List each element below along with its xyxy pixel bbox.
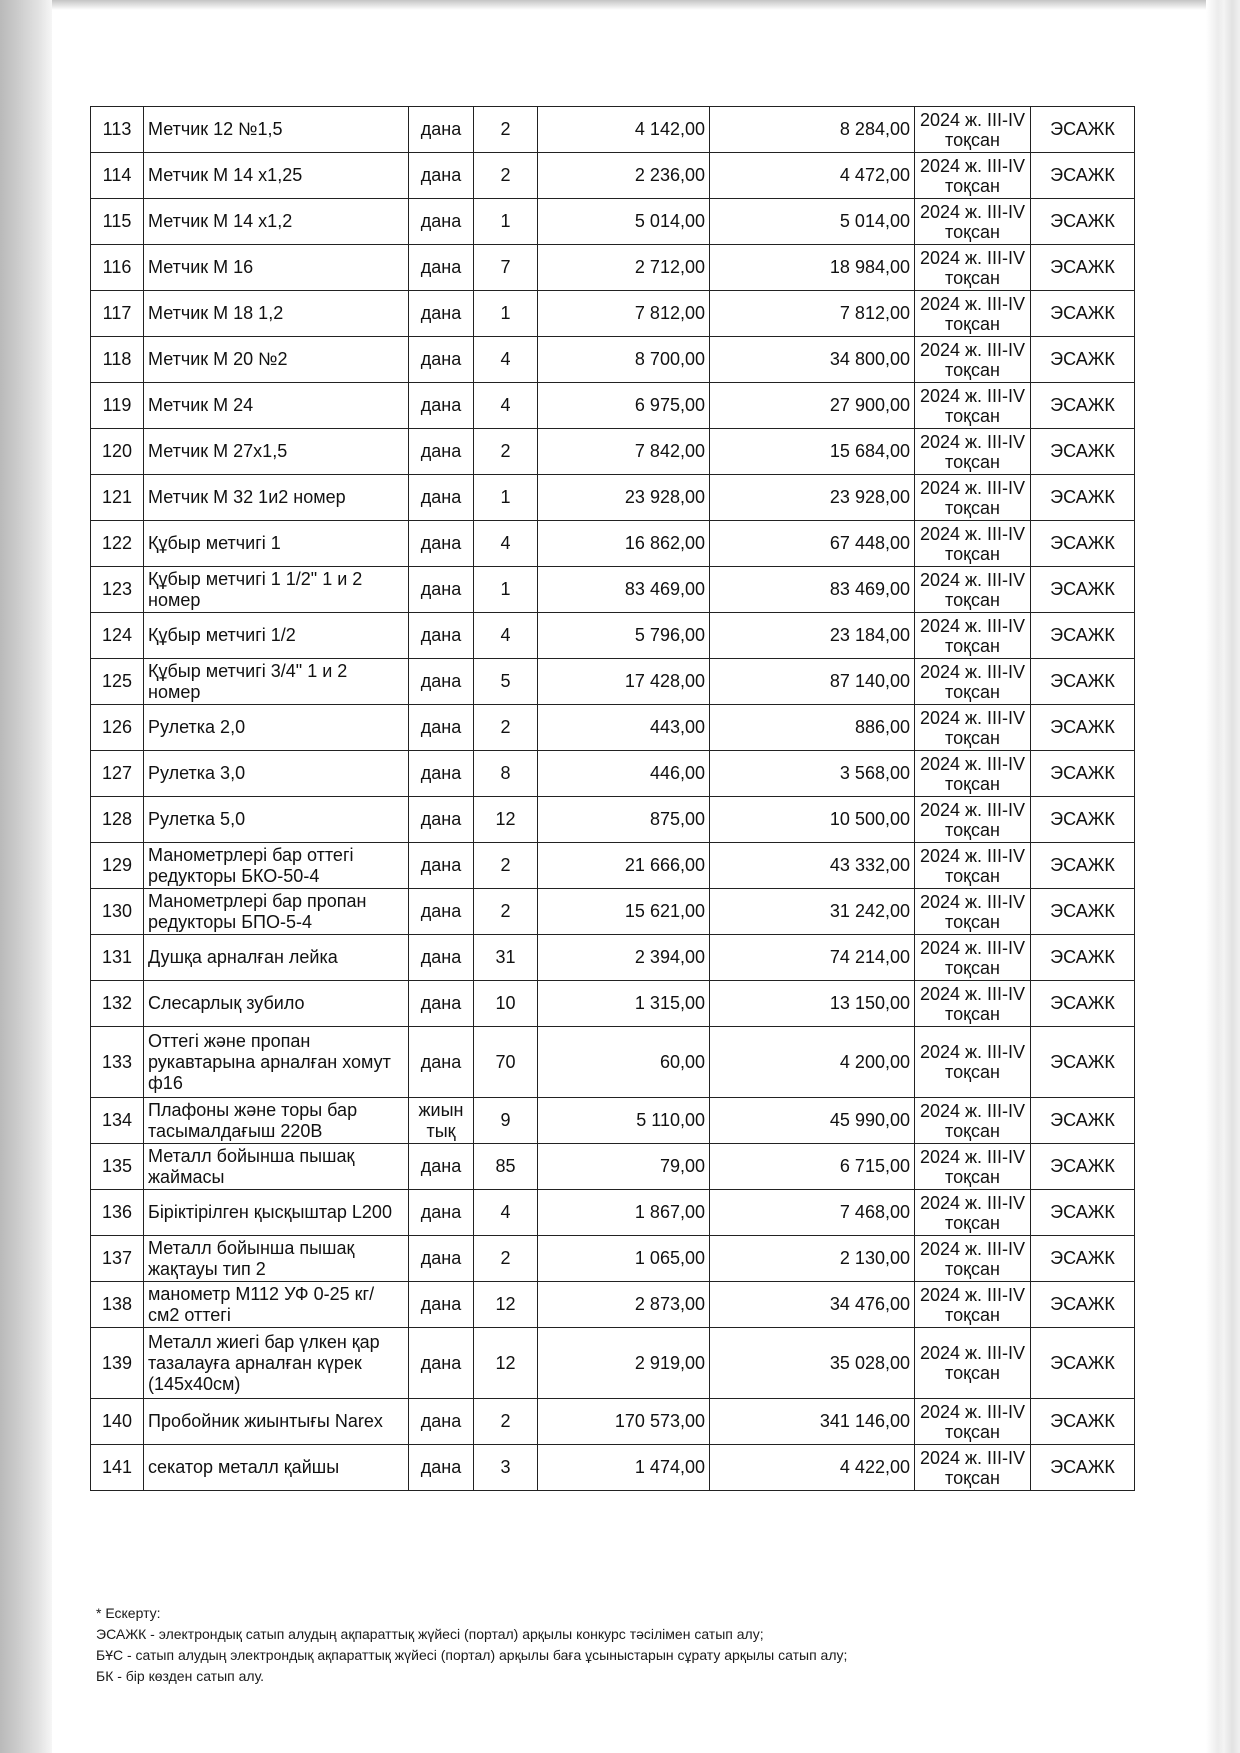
row-number: 135 (91, 1144, 144, 1190)
row-number: 125 (91, 659, 144, 705)
quantity: 4 (474, 383, 538, 429)
unit-price: 7 842,00 (538, 429, 710, 475)
row-number: 128 (91, 797, 144, 843)
table-row (91, 1144, 1135, 1190)
quantity: 9 (474, 1098, 538, 1144)
unit-price: 6 975,00 (538, 383, 710, 429)
total-amount: 2 130,00 (710, 1236, 915, 1282)
item-name: Метчик М 27х1,5 (144, 429, 409, 475)
table-row (91, 521, 1135, 567)
item-name: Рулетка 2,0 (144, 705, 409, 751)
table-row (91, 337, 1135, 383)
quantity: 2 (474, 705, 538, 751)
procurement-term: 2024 ж. III-IV тоқсан (915, 1144, 1031, 1190)
procurement-method: ЭСАЖК (1031, 429, 1135, 475)
item-name: Метчик 12 №1,5 (144, 107, 409, 153)
procurement-method: ЭСАЖК (1031, 475, 1135, 521)
item-name: Құбыр метчигі 1/2 (144, 613, 409, 659)
total-amount: 341 146,00 (710, 1399, 915, 1445)
procurement-term: 2024 ж. III-IV тоқсан (915, 567, 1031, 613)
unit: дана (409, 1027, 474, 1098)
procurement-method: ЭСАЖК (1031, 567, 1135, 613)
quantity: 7 (474, 245, 538, 291)
row-number: 139 (91, 1328, 144, 1399)
footnote (96, 1603, 1136, 1687)
item-name: Рулетка 5,0 (144, 797, 409, 843)
quantity: 10 (474, 981, 538, 1027)
procurement-term: 2024 ж. III-IV тоқсан (915, 245, 1031, 291)
unit: дана (409, 613, 474, 659)
row-number: 120 (91, 429, 144, 475)
procurement-term: 2024 ж. III-IV тоқсан (915, 429, 1031, 475)
quantity: 2 (474, 1236, 538, 1282)
unit: дана (409, 107, 474, 153)
quantity: 2 (474, 153, 538, 199)
total-amount: 27 900,00 (710, 383, 915, 429)
table-row (91, 1236, 1135, 1282)
table-row (91, 935, 1135, 981)
unit: дана (409, 1399, 474, 1445)
procurement-term: 2024 ж. III-IV тоқсан (915, 1027, 1031, 1098)
table-row (91, 245, 1135, 291)
scan-left-edge (0, 0, 52, 1753)
procurement-term: 2024 ж. III-IV тоқсан (915, 291, 1031, 337)
quantity: 12 (474, 1328, 538, 1399)
table-row (91, 1445, 1135, 1491)
row-number: 130 (91, 889, 144, 935)
quantity: 4 (474, 1190, 538, 1236)
unit: дана (409, 337, 474, 383)
unit: дана (409, 981, 474, 1027)
total-amount: 7 468,00 (710, 1190, 915, 1236)
unit-price: 1 867,00 (538, 1190, 710, 1236)
procurement-term: 2024 ж. III-IV тоқсан (915, 935, 1031, 981)
table-row (91, 889, 1135, 935)
total-amount: 4 422,00 (710, 1445, 915, 1491)
unit-price: 5 110,00 (538, 1098, 710, 1144)
unit: дана (409, 751, 474, 797)
procurement-term: 2024 ж. III-IV тоқсан (915, 475, 1031, 521)
row-number: 138 (91, 1282, 144, 1328)
table-row (91, 1098, 1135, 1144)
row-number: 123 (91, 567, 144, 613)
table-row (91, 153, 1135, 199)
quantity: 12 (474, 797, 538, 843)
unit-price: 2 873,00 (538, 1282, 710, 1328)
item-name: Манометрлері бар пропан редукторы БПО-5-4 (144, 889, 409, 935)
procurement-method: ЭСАЖК (1031, 1328, 1135, 1399)
quantity: 1 (474, 291, 538, 337)
procurement-term: 2024 ж. III-IV тоқсан (915, 153, 1031, 199)
row-number: 122 (91, 521, 144, 567)
row-number: 131 (91, 935, 144, 981)
item-name: Құбыр метчигі 1 1/2" 1 и 2 номер (144, 567, 409, 613)
row-number: 116 (91, 245, 144, 291)
table-row (91, 751, 1135, 797)
total-amount: 83 469,00 (710, 567, 915, 613)
item-name: Рулетка 3,0 (144, 751, 409, 797)
procurement-term: 2024 ж. III-IV тоқсан (915, 659, 1031, 705)
quantity: 2 (474, 889, 538, 935)
total-amount: 5 014,00 (710, 199, 915, 245)
unit: дана (409, 705, 474, 751)
row-number: 126 (91, 705, 144, 751)
procurement-method: ЭСАЖК (1031, 843, 1135, 889)
unit-price: 5 014,00 (538, 199, 710, 245)
unit: дана (409, 567, 474, 613)
procurement-method: ЭСАЖК (1031, 245, 1135, 291)
procurement-method: ЭСАЖК (1031, 1399, 1135, 1445)
procurement-method: ЭСАЖК (1031, 1190, 1135, 1236)
item-name: Металл жиегі бар үлкен қар тазалауға арналған күрек (145х40см) (144, 1328, 409, 1399)
quantity: 2 (474, 1399, 538, 1445)
total-amount: 43 332,00 (710, 843, 915, 889)
footnote-line: ЭСАЖК - электрондық сатып алудың ақпараттық жүйесі (портал) арқылы конкурс тәсілімен сатып алу; (96, 1626, 764, 1642)
unit-price: 4 142,00 (538, 107, 710, 153)
procurement-method: ЭСАЖК (1031, 1445, 1135, 1491)
item-name: секатор металл қайшы (144, 1445, 409, 1491)
procurement-term: 2024 ж. III-IV тоқсан (915, 705, 1031, 751)
total-amount: 34 476,00 (710, 1282, 915, 1328)
total-amount: 74 214,00 (710, 935, 915, 981)
unit: дана (409, 1190, 474, 1236)
procurement-term: 2024 ж. III-IV тоқсан (915, 889, 1031, 935)
unit-price: 15 621,00 (538, 889, 710, 935)
table-row (91, 1328, 1135, 1399)
item-name: Металл бойынша пышақ жақтауы тип 2 (144, 1236, 409, 1282)
unit-price: 83 469,00 (538, 567, 710, 613)
unit-price: 1 065,00 (538, 1236, 710, 1282)
quantity: 1 (474, 475, 538, 521)
scan-top-edge (52, 0, 1240, 10)
quantity: 4 (474, 613, 538, 659)
table-row (91, 475, 1135, 521)
procurement-method: ЭСАЖК (1031, 1236, 1135, 1282)
item-name: Біріктірілген қысқыштар L200 (144, 1190, 409, 1236)
row-number: 129 (91, 843, 144, 889)
unit-price: 2 394,00 (538, 935, 710, 981)
total-amount: 8 284,00 (710, 107, 915, 153)
unit-price: 2 919,00 (538, 1328, 710, 1399)
item-name: Слесарлық зубило (144, 981, 409, 1027)
procurement-term: 2024 ж. III-IV тоқсан (915, 383, 1031, 429)
procurement-term: 2024 ж. III-IV тоқсан (915, 1236, 1031, 1282)
unit: дана (409, 521, 474, 567)
row-number: 119 (91, 383, 144, 429)
total-amount: 18 984,00 (710, 245, 915, 291)
procurement-term: 2024 ж. III-IV тоқсан (915, 981, 1031, 1027)
unit-price: 2 712,00 (538, 245, 710, 291)
procurement-method: ЭСАЖК (1031, 291, 1135, 337)
item-name: Пробойник жиынтығы Narex (144, 1399, 409, 1445)
procurement-method: ЭСАЖК (1031, 705, 1135, 751)
footnote-line: БК - бір көзден сатып алу. (96, 1668, 265, 1684)
row-number: 133 (91, 1027, 144, 1098)
unit: дана (409, 245, 474, 291)
unit: дана (409, 429, 474, 475)
unit: дана (409, 1144, 474, 1190)
unit: дана (409, 797, 474, 843)
item-name: манометр М112 УФ 0-25 кг/см2 оттегі (144, 1282, 409, 1328)
procurement-method: ЭСАЖК (1031, 613, 1135, 659)
procurement-term: 2024 ж. III-IV тоқсан (915, 751, 1031, 797)
table-row (91, 797, 1135, 843)
quantity: 1 (474, 199, 538, 245)
row-number: 127 (91, 751, 144, 797)
total-amount: 23 928,00 (710, 475, 915, 521)
unit: дана (409, 291, 474, 337)
unit-price: 446,00 (538, 751, 710, 797)
item-name: Метчик М 16 (144, 245, 409, 291)
procurement-term: 2024 ж. III-IV тоқсан (915, 1445, 1031, 1491)
unit: дана (409, 475, 474, 521)
total-amount: 35 028,00 (710, 1328, 915, 1399)
unit: дана (409, 1328, 474, 1399)
table-row (91, 383, 1135, 429)
item-name: Метчик М 32 1и2 номер (144, 475, 409, 521)
row-number: 141 (91, 1445, 144, 1491)
unit-price: 79,00 (538, 1144, 710, 1190)
procurement-method: ЭСАЖК (1031, 935, 1135, 981)
unit-price: 21 666,00 (538, 843, 710, 889)
procurement-term: 2024 ж. III-IV тоқсан (915, 613, 1031, 659)
quantity: 4 (474, 337, 538, 383)
item-name: Душқа арналған лейка (144, 935, 409, 981)
item-name: Құбыр метчигі 3/4" 1 и 2 номер (144, 659, 409, 705)
procurement-term: 2024 ж. III-IV тоқсан (915, 1282, 1031, 1328)
row-number: 115 (91, 199, 144, 245)
row-number: 132 (91, 981, 144, 1027)
item-name: Оттегі және пропан рукавтарына арналған хомут ф16 (144, 1027, 409, 1098)
unit-price: 1 315,00 (538, 981, 710, 1027)
procurement-term: 2024 ж. III-IV тоқсан (915, 337, 1031, 383)
procurement-term: 2024 ж. III-IV тоқсан (915, 843, 1031, 889)
total-amount: 13 150,00 (710, 981, 915, 1027)
row-number: 113 (91, 107, 144, 153)
procurement-method: ЭСАЖК (1031, 199, 1135, 245)
total-amount: 45 990,00 (710, 1098, 915, 1144)
total-amount: 7 812,00 (710, 291, 915, 337)
row-number: 117 (91, 291, 144, 337)
total-amount: 67 448,00 (710, 521, 915, 567)
procurement-term: 2024 ж. III-IV тоқсан (915, 1399, 1031, 1445)
table-row (91, 1282, 1135, 1328)
unit: жиын тық (409, 1098, 474, 1144)
unit-price: 5 796,00 (538, 613, 710, 659)
row-number: 137 (91, 1236, 144, 1282)
table-row (91, 1190, 1135, 1236)
row-number: 121 (91, 475, 144, 521)
total-amount: 31 242,00 (710, 889, 915, 935)
procurement-method: ЭСАЖК (1031, 383, 1135, 429)
table-row (91, 1399, 1135, 1445)
unit-price: 1 474,00 (538, 1445, 710, 1491)
unit-price: 2 236,00 (538, 153, 710, 199)
unit-price: 23 928,00 (538, 475, 710, 521)
unit-price: 170 573,00 (538, 1399, 710, 1445)
total-amount: 6 715,00 (710, 1144, 915, 1190)
total-amount: 15 684,00 (710, 429, 915, 475)
item-name: Метчик М 24 (144, 383, 409, 429)
procurement-method: ЭСАЖК (1031, 1098, 1135, 1144)
quantity: 2 (474, 107, 538, 153)
table-row (91, 291, 1135, 337)
item-name: Плафоны және торы бар тасымалдағыш 220В (144, 1098, 409, 1144)
procurement-method: ЭСАЖК (1031, 981, 1135, 1027)
total-amount: 4 200,00 (710, 1027, 915, 1098)
row-number: 136 (91, 1190, 144, 1236)
total-amount: 3 568,00 (710, 751, 915, 797)
table-body (91, 107, 1135, 1491)
quantity: 31 (474, 935, 538, 981)
procurement-term: 2024 ж. III-IV тоқсан (915, 797, 1031, 843)
row-number: 124 (91, 613, 144, 659)
table-row (91, 107, 1135, 153)
procurement-table (90, 106, 1135, 1491)
unit: дана (409, 153, 474, 199)
procurement-method: ЭСАЖК (1031, 153, 1135, 199)
procurement-method: ЭСАЖК (1031, 337, 1135, 383)
item-name: Металл бойынша пышақ жаймасы (144, 1144, 409, 1190)
quantity: 5 (474, 659, 538, 705)
procurement-method: ЭСАЖК (1031, 1282, 1135, 1328)
row-number: 134 (91, 1098, 144, 1144)
item-name: Метчик М 14 х1,2 (144, 199, 409, 245)
unit: дана (409, 659, 474, 705)
procurement-method: ЭСАЖК (1031, 797, 1135, 843)
unit: дана (409, 1445, 474, 1491)
unit-price: 875,00 (538, 797, 710, 843)
unit-price: 443,00 (538, 705, 710, 751)
procurement-method: ЭСАЖК (1031, 889, 1135, 935)
procurement-term: 2024 ж. III-IV тоқсан (915, 1190, 1031, 1236)
quantity: 2 (474, 843, 538, 889)
total-amount: 23 184,00 (710, 613, 915, 659)
unit: дана (409, 1282, 474, 1328)
quantity: 2 (474, 429, 538, 475)
quantity: 8 (474, 751, 538, 797)
total-amount: 10 500,00 (710, 797, 915, 843)
procurement-method: ЭСАЖК (1031, 521, 1135, 567)
table-row (91, 843, 1135, 889)
footnote-title: * Ескерту: (96, 1605, 161, 1621)
row-number: 140 (91, 1399, 144, 1445)
procurement-method: ЭСАЖК (1031, 1144, 1135, 1190)
table-row (91, 199, 1135, 245)
unit-price: 60,00 (538, 1027, 710, 1098)
unit-price: 7 812,00 (538, 291, 710, 337)
procurement-method: ЭСАЖК (1031, 751, 1135, 797)
table-row (91, 429, 1135, 475)
total-amount: 87 140,00 (710, 659, 915, 705)
row-number: 114 (91, 153, 144, 199)
procurement-method: ЭСАЖК (1031, 659, 1135, 705)
procurement-term: 2024 ж. III-IV тоқсан (915, 1098, 1031, 1144)
unit: дана (409, 889, 474, 935)
item-name: Метчик М 20 №2 (144, 337, 409, 383)
quantity: 70 (474, 1027, 538, 1098)
unit: дана (409, 935, 474, 981)
table-row (91, 567, 1135, 613)
procurement-term: 2024 ж. III-IV тоқсан (915, 199, 1031, 245)
procurement-term: 2024 ж. III-IV тоқсан (915, 107, 1031, 153)
table-row (91, 659, 1135, 705)
table-row (91, 981, 1135, 1027)
unit: дана (409, 843, 474, 889)
unit: дана (409, 199, 474, 245)
unit-price: 17 428,00 (538, 659, 710, 705)
total-amount: 4 472,00 (710, 153, 915, 199)
unit-price: 16 862,00 (538, 521, 710, 567)
procurement-term: 2024 ж. III-IV тоқсан (915, 521, 1031, 567)
table-row (91, 705, 1135, 751)
quantity: 4 (474, 521, 538, 567)
item-name: Құбыр метчигі 1 (144, 521, 409, 567)
quantity: 85 (474, 1144, 538, 1190)
unit: дана (409, 383, 474, 429)
footnote-line: БҰС - сатып алудың электрондық ақпараттық жүйесі (портал) арқылы баға ұсыныстарын сұрату арқылы сатып алу; (96, 1647, 848, 1663)
quantity: 1 (474, 567, 538, 613)
procurement-method: ЭСАЖК (1031, 1027, 1135, 1098)
item-name: Метчик М 18 1,2 (144, 291, 409, 337)
total-amount: 886,00 (710, 705, 915, 751)
row-number: 118 (91, 337, 144, 383)
item-name: Метчик М 14 х1,25 (144, 153, 409, 199)
item-name: Манометрлері бар оттегі редукторы БКО-50-4 (144, 843, 409, 889)
table-row (91, 613, 1135, 659)
quantity: 3 (474, 1445, 538, 1491)
table-row (91, 1027, 1135, 1098)
unit-price: 8 700,00 (538, 337, 710, 383)
total-amount: 34 800,00 (710, 337, 915, 383)
procurement-method: ЭСАЖК (1031, 107, 1135, 153)
procurement-term: 2024 ж. III-IV тоқсан (915, 1328, 1031, 1399)
quantity: 12 (474, 1282, 538, 1328)
scan-right-edge (1206, 0, 1240, 1753)
unit: дана (409, 1236, 474, 1282)
